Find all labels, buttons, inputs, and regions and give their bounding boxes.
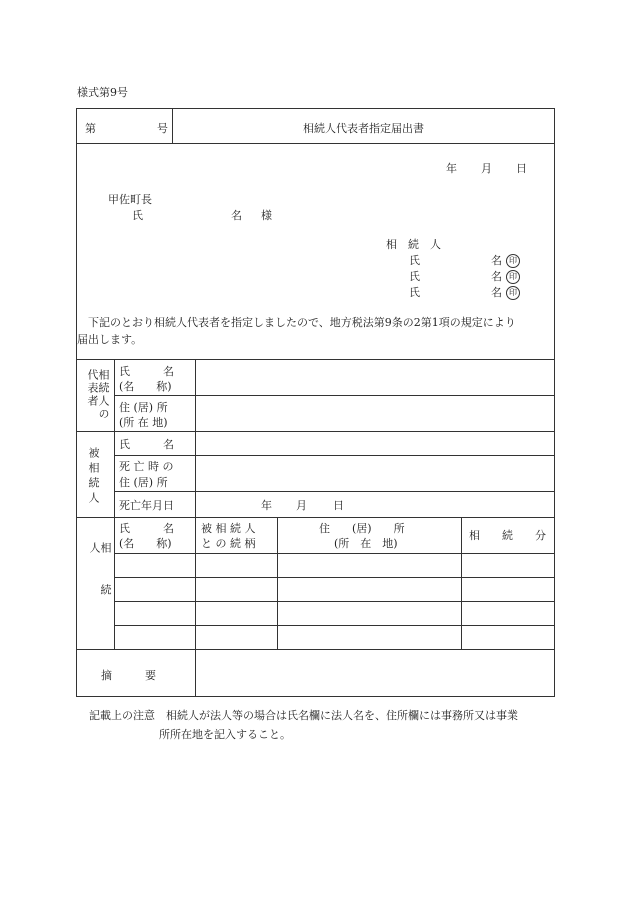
divider-remarks-top xyxy=(77,649,554,650)
form-serial-cell xyxy=(77,109,173,143)
heir1-name-label: 氏 xyxy=(409,254,420,267)
vline-left-labels xyxy=(114,359,115,649)
heirs-col-rel-1: 被 相 続 人 xyxy=(201,522,256,535)
heirs-col-rel-2: と の 続 柄 xyxy=(201,537,256,550)
document-title: 相続人代表者指定届出書 xyxy=(303,122,424,135)
divider-deceased-1 xyxy=(115,455,554,456)
deceased-name-label: 氏 名 xyxy=(119,438,174,451)
remarks-label: 摘 要 xyxy=(101,669,156,682)
deceased-label: 被相続人 xyxy=(87,447,100,507)
heirs-col-addr-1: 住 (居) 所 xyxy=(319,522,405,535)
divider-heirs-row2 xyxy=(115,577,554,578)
heir3-name-label: 氏 xyxy=(409,286,420,299)
date-day: 日 xyxy=(516,162,527,175)
heirs-col-addr-2: (所 在 地) xyxy=(334,537,398,550)
form-number: 様式第9号 xyxy=(77,86,128,99)
heir2-name-label: 氏 xyxy=(409,270,420,283)
vline-remarks xyxy=(195,649,196,697)
notes xyxy=(89,706,559,744)
addressee-name-label: 氏 名 xyxy=(132,209,242,222)
death-day: 日 xyxy=(333,499,344,512)
addressee-sama: 様 xyxy=(261,209,272,222)
serial-label-go: 号 xyxy=(157,122,168,135)
heir2-mei: 名 印 xyxy=(491,268,520,284)
deceased-addr-line2: 住 (居) 所 xyxy=(119,476,168,489)
divider-heirs-row1 xyxy=(115,553,554,554)
seal-mark: 印 xyxy=(506,286,520,300)
rep-name-line1: 氏 名 xyxy=(119,365,174,378)
date-year: 年 xyxy=(446,162,457,175)
heir1-mei: 名 印 xyxy=(491,252,520,268)
representative-label: 相続人の代表者 xyxy=(86,369,110,421)
divider-deceased-2 xyxy=(115,491,554,492)
vline-heirs-addr xyxy=(461,517,462,649)
heirs-col-name-1: 氏 名 xyxy=(119,522,174,535)
vline-heirs-name xyxy=(195,517,196,649)
seal-mark: 印 xyxy=(506,254,520,268)
heirs-col-share: 相 続 分 xyxy=(469,529,546,542)
rep-name-line2: (名 称) xyxy=(119,380,172,393)
rep-addr-line2: (所 在 地) xyxy=(119,416,168,429)
death-month: 月 xyxy=(296,499,307,512)
divider-representative-mid xyxy=(115,395,554,396)
date-month: 月 xyxy=(481,162,492,175)
title-box xyxy=(76,108,555,144)
statement-line-1: 下記のとおり相続人代表者を指定しましたので、地方税法第9条の2第1項の規定により xyxy=(77,316,516,329)
heirs-table-label: 相 続 人 xyxy=(88,542,112,626)
vline-field-labels xyxy=(195,359,196,517)
divider-deceased-top xyxy=(77,431,554,432)
form-body xyxy=(76,143,555,697)
divider-representative-top xyxy=(77,359,554,360)
note-line-2: 所所在地を記入すること。 xyxy=(159,728,291,741)
divider-heirs-row3 xyxy=(115,601,554,602)
deceased-addr-line1: 死 亡 時 の xyxy=(119,460,174,473)
mayor-title: 甲佐町長 xyxy=(108,193,152,206)
death-date-label: 死亡年月日 xyxy=(119,499,174,512)
heirs-sign-label: 相 続 人 xyxy=(386,238,441,251)
heir3-mei: 名 印 xyxy=(491,284,520,300)
seal-mark: 印 xyxy=(506,270,520,284)
death-year: 年 xyxy=(261,499,272,512)
vline-heirs-rel xyxy=(277,517,278,649)
divider-heirs-row4 xyxy=(115,625,554,626)
heirs-col-name-2: (名 称) xyxy=(119,537,172,550)
rep-addr-line1: 住 (居) 所 xyxy=(119,401,168,414)
note-line-1: 記載上の注意 相続人が法人等の場合は氏名欄に法人名を、住所欄には事務所又は事業 xyxy=(89,709,518,722)
statement-line-2: 届出します。 xyxy=(77,333,143,346)
serial-label-dai: 第 xyxy=(85,122,96,135)
divider-heirs-top xyxy=(77,517,554,518)
